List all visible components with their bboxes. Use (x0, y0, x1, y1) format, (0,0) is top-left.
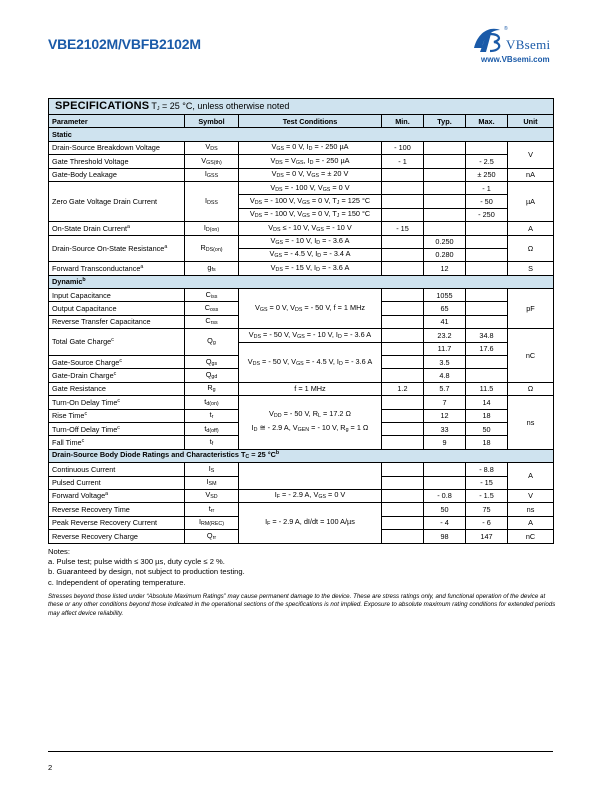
col-header-unit: Unit (508, 115, 554, 128)
table-row: Input Capacitance $C_{iss}$ $V_{GS} = 0$ V, $V_{DS}$ = - 50 V, f = 1 MHz 1055 pF (49, 289, 554, 302)
table-row: Reverse Transfer Capacitance $C_{rss}$ 41 (49, 315, 554, 328)
table-row: Gate-Source Charge$^c$ $Q_{gs}$ 3.5 (49, 356, 554, 369)
part-number-title: VBE2102M/VBFB2102M (48, 36, 201, 52)
table-row: Gate Threshold Voltage $V_{GS(th)}$ $V_{DS} = V_{GS}$, $I_D$ = - 250 µA - 1 - 2.5 (49, 155, 554, 168)
table-row: Gate-Body Leakage $I_{GSS}$ $V_{DS} = 0$ V, $V_{GS}$ = ± 20 V ± 250 nA (49, 168, 554, 181)
table-row: Drain-Source Breakdown Voltage $V_{DS}$ $V_{GS} = 0$ V, $I_D$ = - 250 µA - 100 V (49, 141, 554, 154)
notes-heading: Notes: (48, 547, 70, 556)
section-static: Static (49, 128, 554, 141)
note-b: b. Guaranteed by design, not subject to production testing. (48, 567, 245, 577)
table-row: Output Capacitance $C_{oss}$ 65 (49, 302, 554, 315)
notes-block (48, 547, 245, 588)
table-row: Fall Time$^c$ $t_f$ 9 18 (49, 436, 554, 449)
registered-mark: ® (504, 26, 508, 32)
col-header-max: Max. (466, 115, 508, 128)
section-dynamic: Dynamic$^b$ (49, 275, 554, 288)
table-row: Continuous Current $I_S$ - 8.8 A (49, 463, 554, 476)
note-a: a. Pulse test; pulse width ≤ 300 µs, duty cycle ≤ 2 %. (48, 557, 225, 567)
table-row: Drain-Source On-State Resistance$^a$ $R_{DS(on)}$ $V_{GS}$ = - 10 V, $I_D$ = - 3.6 A 0.250 Ω (49, 235, 554, 248)
table-row: Total Gate Charge$^c$ $Q_g$ $V_{DS}$ = - 50 V, $V_{GS}$ = - 10 V, $I_D$ = - 3.6 A 23.2 34.8 nC (49, 329, 554, 342)
table-row: Reverse Recovery Time $t_{rr}$ $I_F$ = - 2.9 A, dI/dt = 100 A/µs 50 75 ns (49, 503, 554, 516)
table-row: $V_{GS}$ = - 4.5 V, $I_D$ = - 3.4 A 0.280 (49, 248, 554, 261)
table-row: Gate-Drain Charge$^c$ $Q_{gd}$ 4.8 (49, 369, 554, 382)
note-c: c. Independent of operating temperature. (48, 577, 186, 587)
table-row: Peak Reverse Recovery Current $I_{RM(REC)}$ - 4 - 6 A (49, 516, 554, 529)
table-row: Zero Gate Voltage Drain Current $I_{DSS}$ $V_{DS}$ = - 100 V, $V_{GS} = 0$ V - 1 µA (49, 181, 554, 194)
table-row: Turn-Off Delay Time$^c$ $t_{d(off)}$ 33 50 (49, 422, 554, 435)
table-title: SPECIFICATIONS (55, 99, 150, 112)
section-body-diode: Drain-Source Body Diode Ratings and Characteristics $T_C = 25$ $^\circ C^b$ (49, 449, 554, 462)
website-url: www.VBsemi.com (481, 55, 550, 64)
footer-divider (48, 751, 553, 752)
col-header-typ: Typ. (424, 115, 466, 128)
logo-wordmark: VBsemi (506, 37, 551, 52)
table-title-row (49, 99, 554, 115)
stress-disclaimer: Stresses beyond those listed under “Absolute Maximum Ratings” may cause permanent damage to the device. These are stress ratings only, and functional operation of the device at these or any other conditions beyond those indicated in the operational sections of the specifications is not implied. Exposure to absolute maximum rating conditions for extended periods may affect device reliability. (48, 593, 556, 617)
table-row: Forward Voltage$^a$ $V_{SD}$ $I_F$ = - 2.9 A, $V_{GS} = 0$ V - 0.8 - 1.5 V (49, 489, 554, 502)
col-header-symbol: Symbol (185, 115, 239, 128)
col-header-parameter: Parameter (49, 115, 185, 128)
table-row: Rise Time$^c$ $t_r$ 12 18 (49, 409, 554, 422)
col-header-min: Min. (382, 115, 424, 128)
specifications-table (48, 98, 554, 544)
table-row: $V_{DS}$ = - 100 V, $V_{GS} = 0$ V, $T_J = 125$ °C - 50 (49, 195, 554, 208)
table-row: $V_{DS}$ = - 100 V, $V_{GS} = 0$ V, $T_J = 150$ °C - 250 (49, 208, 554, 221)
table-row: Forward Transconductance$^a$ $g_{fs}$ $V_{DS}$ = - 15 V, $I_D$ = - 3.6 A 12 S (49, 262, 554, 275)
table-row: On-State Drain Current$^a$ $I_{D(on)}$ $V_{DS}$ ≤ - 10 V, $V_{GS}$ = - 10 V - 15 A (49, 222, 554, 235)
table-row: Reverse Recovery Charge $Q_{rr}$ 98 147 nC (49, 530, 554, 543)
table-row: Gate Resistance $R_g$ f = 1 MHz 1.2 5.7 11.5 Ω (49, 382, 554, 395)
table-row: Turn-On Delay Time$^c$ $t_{d(on)}$ $V_{DD}$ = - 50 V, $R_L = 17.2$ Ω $I_D$ ≅ - 2.9 A, $V_{GEN}$ = - 10 V, $R_g = 1$ Ω 7 14 ns (49, 396, 554, 409)
table-row: $V_{DS}$ = - 50 V, $V_{GS}$ = - 4.5 V, $I_D$ = - 3.6 A 11.7 17.6 (49, 342, 554, 355)
page-number: 2 (48, 763, 53, 772)
col-header-test-conditions: Test Conditions (239, 115, 382, 128)
table-title-condition: $T_J = 25$ °C, unless otherwise noted (151, 100, 290, 112)
column-header-row (49, 115, 554, 128)
table-row: Pulsed Current $I_{SM}$ - 15 (49, 476, 554, 489)
